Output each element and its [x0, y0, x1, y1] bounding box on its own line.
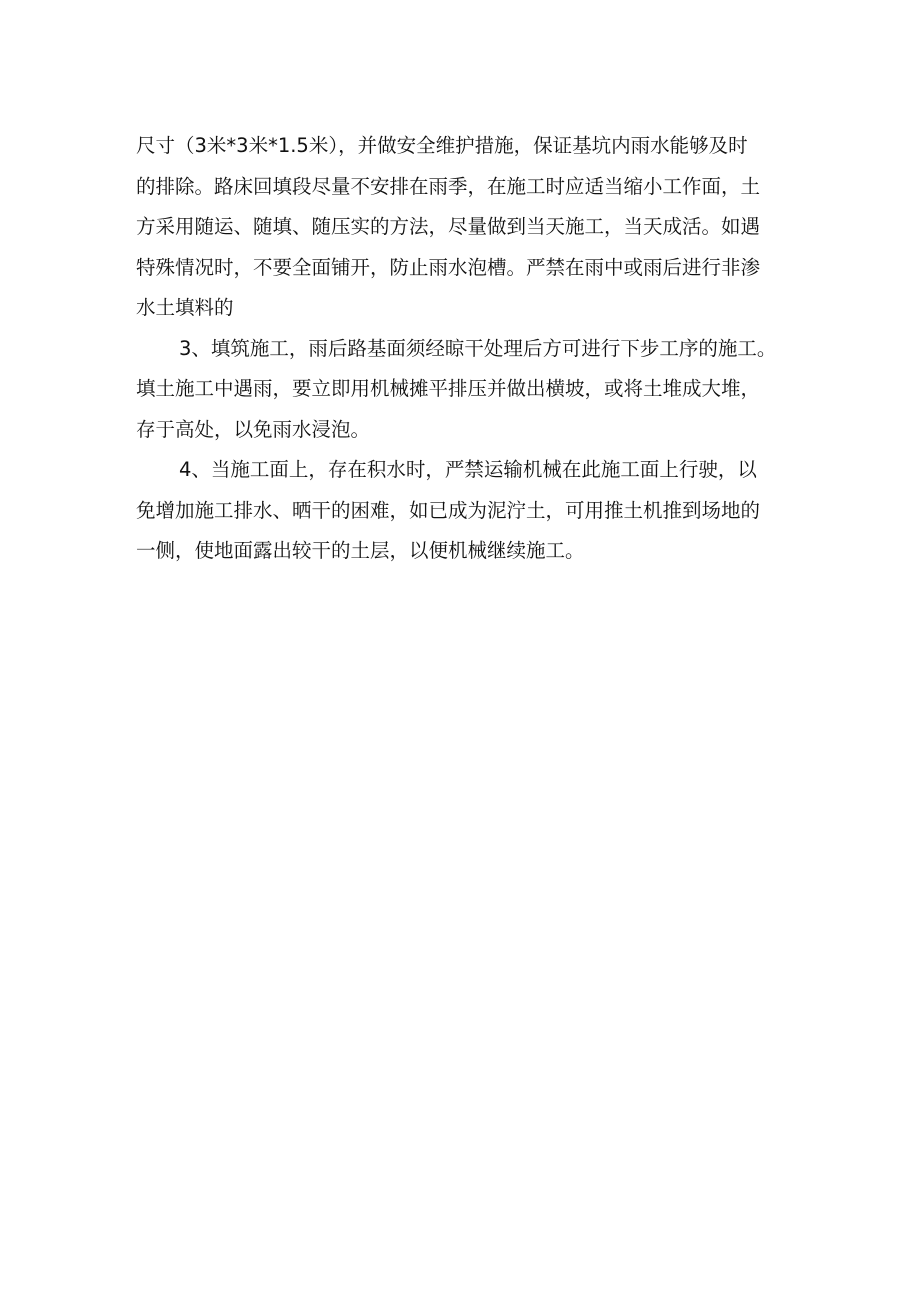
text-line: 4、当施工面上，存在积水时，严禁运输机械在此施工面上行驶，以 — [179, 458, 757, 481]
paragraph-item-3 — [136, 329, 796, 451]
paragraph-item-4 — [136, 450, 796, 572]
text-line: 存于高处，以免雨水浸泡。 — [136, 417, 371, 441]
text-line: 方采用随运、随填、随压实的方法，尽量做到当天施工，当天成活。如遇 — [136, 215, 761, 238]
body-text — [136, 126, 796, 572]
text-line: 的排除。路床回填段尽量不安排在雨季，在施工时应适当缩小工作面，土 — [136, 174, 761, 198]
text-line: 一侧，使地面露出较干的土层，以便机械继续施工。 — [136, 539, 585, 562]
text-line: 尺寸（3米*3米*1.5米），并做安全维护措施，保证基坑内雨水能够及时 — [136, 134, 748, 157]
paragraph-continuation — [136, 126, 796, 329]
text-line: 特殊情况时，不要全面铺开，防止雨水泡槽。严禁在雨中或雨后进行非渗 — [136, 255, 761, 279]
text-line: 免增加施工排水、晒干的困难，如已成为泥泞土，可用推土机推到场地的 — [136, 498, 761, 522]
text-line: 填土施工中遇雨，要立即用机械摊平排压并做出横坡，或将土堆成大堆， — [136, 377, 761, 400]
text-line: 3、填筑施工，雨后路基面须经晾干处理后方可进行下步工序的施工。 — [179, 336, 777, 360]
text-line: 水土填料的 — [136, 296, 234, 319]
